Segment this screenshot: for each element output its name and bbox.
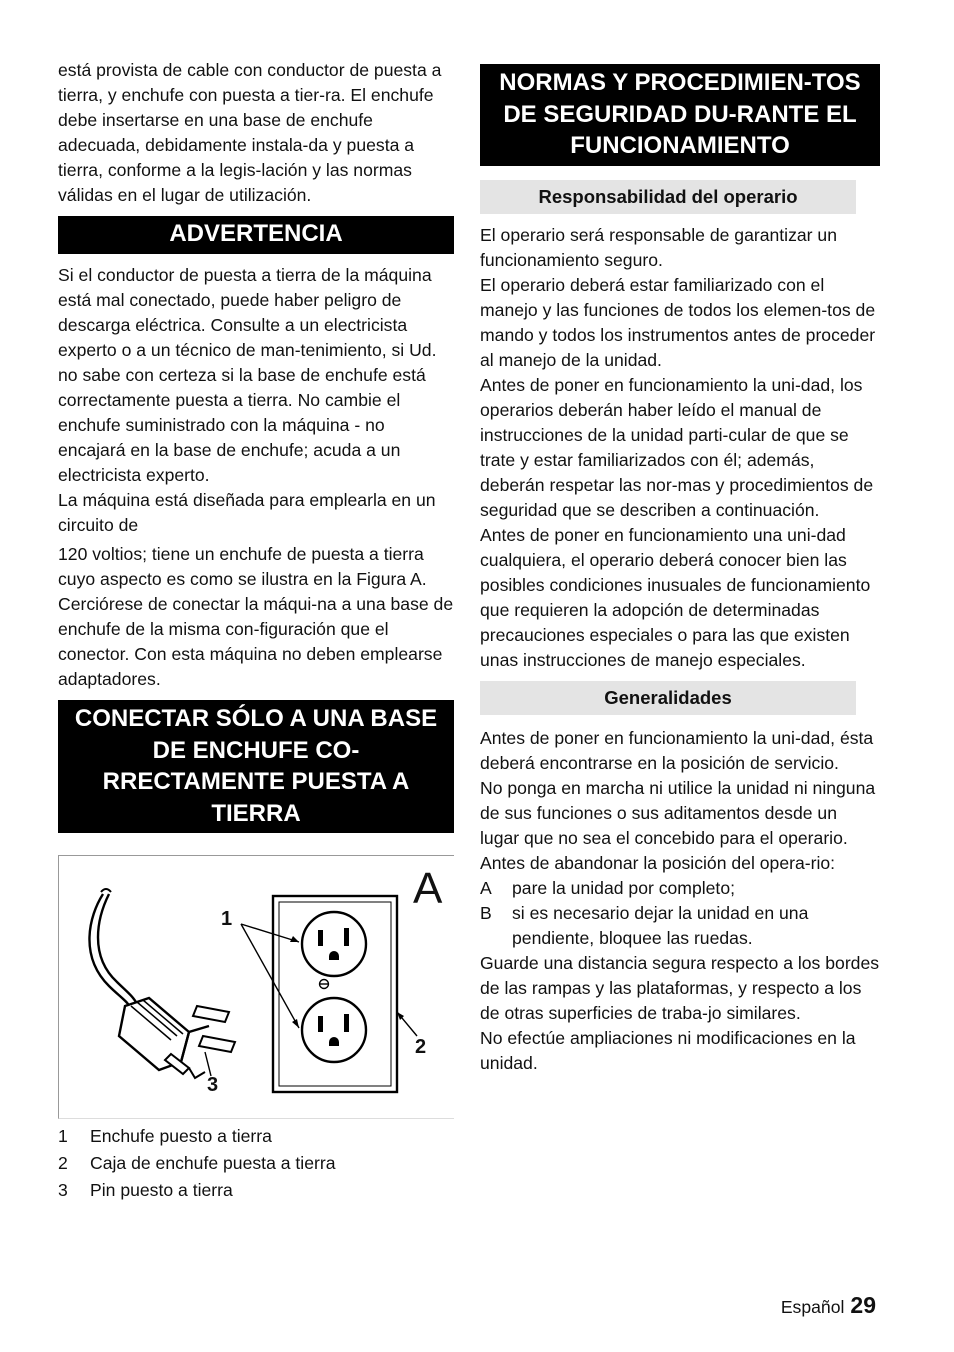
design-paragraph-1: La máquina está diseñada para emplearla en un circuito de xyxy=(58,490,436,535)
legend-item xyxy=(58,1150,454,1177)
connect-heading: CONECTAR SÓLO A UNA BASE DE ENCHUFE CO-RRECTAMENTE PUESTA A TIERRA xyxy=(58,700,454,833)
right-column xyxy=(480,58,880,1076)
page-number: 29 xyxy=(850,1292,876,1318)
design-paragraph-2: 120 voltios; tiene un enchufe de puesta a tierra cuyo aspecto es como se ilustra en la Figura A. Cerciórese de conectar la máqui-na a una base de enchufe de la misma con-figuración que el conector. Con esta máquina no deben emplearse adaptadores. xyxy=(58,544,454,689)
left-column xyxy=(58,58,454,1204)
list-item xyxy=(480,876,880,901)
legend-text: Caja de enchufe puesta a tierra xyxy=(90,1153,336,1173)
legend-number: 3 xyxy=(58,1180,68,1200)
warning-heading: ADVERTENCIA xyxy=(58,216,454,254)
operator-responsibility-heading: Responsabilidad del operario xyxy=(480,180,856,214)
outlet-icon xyxy=(273,896,397,1092)
callout-3: 3 xyxy=(207,1074,219,1096)
legend-item xyxy=(58,1123,454,1150)
list-key: A xyxy=(480,877,492,898)
legend-text: Pin puesto a tierra xyxy=(90,1180,233,1200)
general-paragraph-3: Antes de abandonar la posición del opera-rio: xyxy=(480,852,836,873)
responsibility-paragraph-4: Antes de poner en funcionamiento una uni-dad cualquiera, el operario deberá conocer bien las posibles condiciones inusuales de funcionamiento que requieren la adopción de determinadas precauciones especiales o para las que existen unas instrucciones de manejo especiales. xyxy=(480,524,871,670)
plug-icon xyxy=(119,998,235,1078)
responsibility-paragraph-2: El operario deberá estar familiarizado con el manejo y las funciones de todos los elemen-tos de mando y todos los instrumentos antes de proceder al manejo de la unidad. xyxy=(480,274,876,370)
list-text: si es necesario dejar la unidad en una pendiente, bloquee las ruedas. xyxy=(512,902,809,948)
responsibility-paragraph-1: El operario será responsable de garantizar un funcionamiento seguro. xyxy=(480,224,837,270)
figure-legend xyxy=(58,1123,454,1204)
figure-a xyxy=(58,855,454,1119)
safety-main-heading: NORMAS Y PROCEDIMIEN-TOS DE SEGURIDAD DU-RANTE EL FUNCIONAMIENTO xyxy=(480,64,880,166)
figure-letter: A xyxy=(413,864,443,913)
intro-paragraph: está provista de cable con conductor de puesta a tierra, y enchufe con puesta a tier-ra. El enchufe debe insertarse en una base de enchufe adecuada, debidamente instala-da y puesta a tierra, conforme a la legis-lación y las normas válidas en el lugar de utilización. xyxy=(58,60,442,205)
legend-item xyxy=(58,1177,454,1204)
callout-1: 1 xyxy=(221,908,233,930)
warning-paragraph: Si el conductor de puesta a tierra de la máquina está mal conectado, puede haber peligro de descarga eléctrica. Consulte a un electricista experto o a un técnico de man-tenimiento, si Ud. no sabe con certeza si la base de enchufe está correctamente puesta a tierra. No cambie el enchufe suministrado con la máquina - no encajará en la base de enchufe; acuda a un electricista experto. xyxy=(58,265,437,485)
general-paragraph-1: Antes de poner en funcionamiento la uni-dad, ésta deberá encontrarse en la posición de servicio. xyxy=(480,727,874,773)
legend-text: Enchufe puesto a tierra xyxy=(90,1126,272,1146)
plug-outlet-illustration xyxy=(59,856,455,1120)
responsibility-paragraph-3: Antes de poner en funcionamiento la uni-dad, los operarios deberán haber leído el manual de instrucciones de la unidad parti-cular de que se trate y estar familiarizados con él; además, deberán respetar las nor-mas y procedimientos de seguridad que se describen a continuación. xyxy=(480,374,874,520)
general-paragraph-4: Guarde una distancia segura respecto a los bordes de las rampas y las plataformas, y respecto a los de otras superficies de traba-jo similares. xyxy=(480,952,880,1023)
page-footer xyxy=(781,1290,876,1322)
general-heading: Generalidades xyxy=(480,681,856,715)
general-paragraph-5: No efectúe ampliaciones ni modificaciones en la unidad. xyxy=(480,1027,856,1073)
list-item xyxy=(480,901,880,951)
list-key: B xyxy=(480,902,492,923)
list-text: pare la unidad por completo; xyxy=(512,877,735,898)
footer-language: Español xyxy=(780,1297,845,1317)
general-paragraph-2: No ponga en marcha ni utilice la unidad ni ninguna de sus funciones o sus aditamentos desde un lugar que no sea el concebido para el operario. xyxy=(480,777,876,848)
callout-2: 2 xyxy=(415,1036,427,1058)
legend-number: 2 xyxy=(58,1153,68,1173)
legend-number: 1 xyxy=(58,1126,68,1146)
